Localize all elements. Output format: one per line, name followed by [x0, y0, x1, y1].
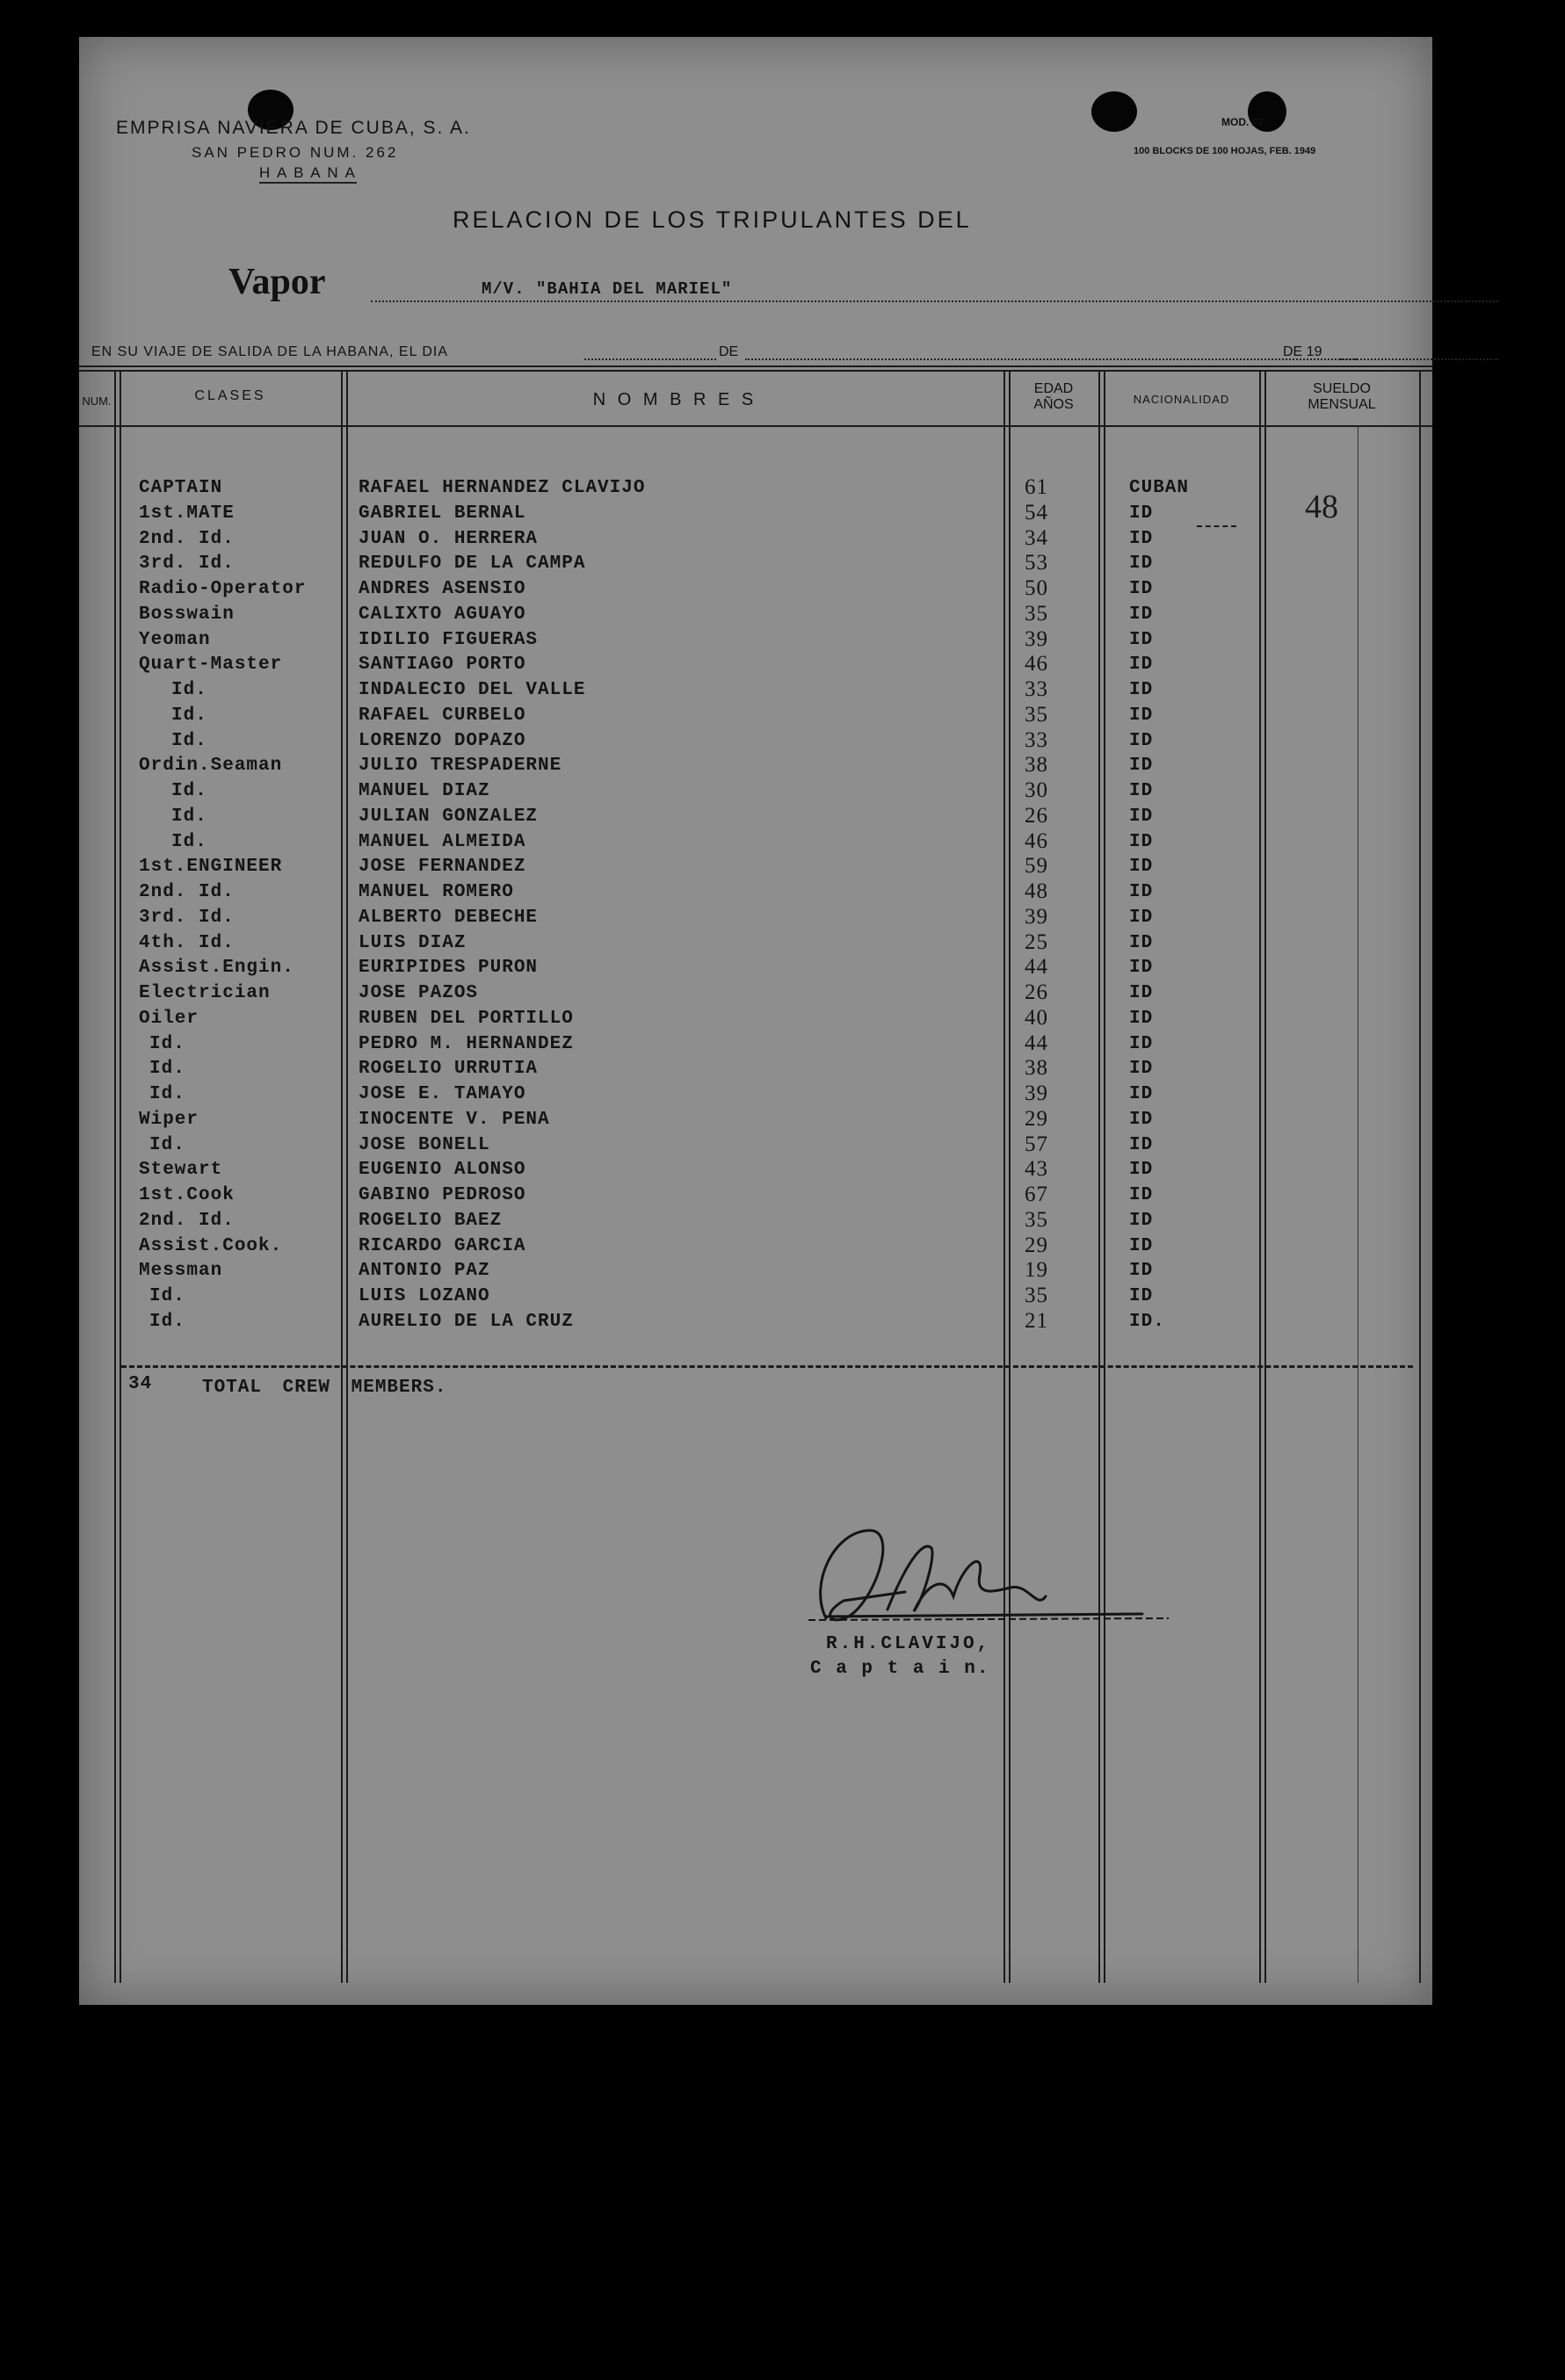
crew-age: 38 [1025, 1056, 1048, 1081]
crew-age: 57 [1025, 1132, 1048, 1156]
crew-row [79, 879, 1432, 908]
crew-name: RICARDO GARCIA [359, 1235, 526, 1256]
crew-nationality: ID [1129, 1134, 1154, 1155]
col-edad-line2: AÑOS [1033, 397, 1074, 412]
crew-row [79, 803, 1432, 832]
crew-name: MANUEL ALMEIDA [359, 831, 526, 852]
crew-nationality: ID [1129, 983, 1154, 1003]
crew-row [79, 1286, 1432, 1312]
crew-row [79, 727, 1432, 756]
crew-row [79, 601, 1432, 630]
crew-rank: Id. [149, 1311, 185, 1332]
crew-name: ALBERTO DEBECHE [359, 907, 539, 928]
crew-row [79, 626, 1432, 655]
crew-nationality: ID [1129, 1033, 1154, 1054]
col-num-header: NUM. [82, 394, 112, 408]
crew-age: 26 [1025, 980, 1048, 1004]
crew-name: GABINO PEDROSO [359, 1185, 526, 1205]
crew-name: MANUEL DIAZ [359, 781, 490, 801]
crew-nationality: ID [1129, 1235, 1154, 1256]
crew-nationality: ID [1129, 528, 1154, 549]
crew-age: 39 [1025, 626, 1048, 651]
crew-row [79, 930, 1432, 959]
crew-rank: Id. [149, 1084, 185, 1104]
crew-nationality: ID [1129, 680, 1154, 700]
total-count: 34 [128, 1374, 153, 1394]
crew-age: 29 [1025, 1233, 1048, 1257]
crew-name: JOSE FERNANDEZ [359, 857, 526, 878]
crew-row [79, 1081, 1432, 1110]
crew-age: 43 [1025, 1157, 1048, 1182]
voyage-line-3: DE 19 [1283, 344, 1322, 359]
col-sueldo-line1: SUELDO [1313, 381, 1371, 396]
crew-nationality: ID [1129, 907, 1154, 928]
crew-age: 48 [1025, 879, 1048, 903]
crew-nationality: ID [1129, 1210, 1154, 1231]
crew-rank: Oiler [139, 1008, 199, 1029]
crew-nationality: ID [1129, 1185, 1154, 1205]
col-sueldo-line2: MENSUAL [1308, 397, 1376, 412]
crew-nationality: ID [1129, 1059, 1154, 1080]
crew-rank: 1st.ENGINEER [139, 857, 283, 878]
crew-row [79, 854, 1432, 882]
crew-row [79, 525, 1432, 554]
crew-row [79, 1031, 1432, 1060]
total-label: TOTAL CREW MEMBERS. [202, 1378, 447, 1398]
crew-nationality: ID. [1129, 1311, 1165, 1332]
crew-age: 67 [1025, 1183, 1048, 1206]
crew-row [79, 778, 1432, 807]
crew-nationality: ID [1129, 781, 1154, 801]
captain-title: C a p t a i n. [810, 1659, 990, 1679]
crew-rank: Stewart [139, 1160, 223, 1181]
crew-rank: Id. [171, 831, 207, 852]
crew-rank: 3rd. Id. [139, 907, 235, 928]
crew-rank: Assist.Cook. [139, 1235, 283, 1256]
crew-rank: Id. [171, 680, 207, 700]
form-title: RELACION DE LOS TRIPULANTES DEL [453, 206, 972, 233]
crew-age: 54 [1025, 500, 1048, 524]
crew-age: 34 [1025, 525, 1048, 550]
crew-row [79, 702, 1432, 731]
crew-rank: 1st.MATE [139, 503, 235, 524]
crew-rank: 2nd. Id. [139, 528, 235, 549]
crew-row [79, 553, 1432, 579]
crew-nationality: ID [1129, 831, 1154, 852]
crew-rank: Id. [149, 1134, 185, 1155]
crew-rank: Assist.Engin. [139, 958, 294, 979]
crew-rank: Ordin.Seaman [139, 756, 283, 777]
crew-name: PEDRO M. HERNANDEZ [359, 1033, 574, 1054]
crew-nationality: ID [1129, 1084, 1154, 1104]
crew-nationality: ID [1129, 1160, 1154, 1181]
crew-row [79, 1308, 1432, 1337]
crew-nationality: ID [1129, 958, 1154, 979]
crew-nationality: ID [1129, 932, 1154, 953]
crew-rank: Radio-Operator [139, 579, 307, 599]
col-nacionalidad-header: NACIONALIDAD [1133, 393, 1230, 406]
crew-row [79, 904, 1432, 933]
crew-nationality: CUBAN [1129, 478, 1190, 498]
crew-age: 26 [1025, 803, 1048, 828]
crew-age: 33 [1025, 727, 1048, 752]
crew-age: 46 [1025, 652, 1048, 676]
crew-name: JULIO TRESPADERNE [359, 756, 562, 777]
crew-name: RUBEN DEL PORTILLO [359, 1008, 574, 1029]
crew-name: LUIS LOZANO [359, 1286, 490, 1306]
crew-name: REDULFO DE LA CAMPA [359, 553, 586, 575]
crew-name: JUAN O. HERRERA [359, 528, 539, 549]
crew-row [79, 1132, 1432, 1161]
crew-name: JOSE E. TAMAYO [359, 1084, 526, 1104]
crew-rank: Id. [171, 705, 207, 726]
crew-age: 29 [1025, 1106, 1048, 1131]
crew-row [79, 955, 1432, 983]
crew-age: 35 [1025, 702, 1048, 727]
crew-row [79, 1157, 1432, 1185]
crew-nationality: ID [1129, 629, 1154, 650]
document-page [79, 37, 1432, 2005]
crew-rank: 4th. Id. [139, 932, 235, 953]
crew-name: ANTONIO PAZ [359, 1261, 490, 1282]
crew-name: ANDRES ASENSIO [359, 579, 526, 599]
crew-nationality: ID [1129, 503, 1154, 524]
crew-rank: Id. [149, 1033, 185, 1054]
crew-rank: Yeoman [139, 629, 211, 650]
crew-age: 19 [1025, 1258, 1048, 1283]
table-end-dashes [121, 1365, 1413, 1368]
crew-rank: Bosswain [139, 604, 235, 625]
crew-rank: CAPTAIN [139, 478, 223, 498]
crew-age: 35 [1025, 1207, 1048, 1232]
crew-name: GABRIEL BERNAL [359, 503, 526, 524]
crew-row [79, 1106, 1432, 1135]
vessel-label: Vapor [228, 262, 326, 302]
crew-age: 40 [1025, 1005, 1048, 1030]
crew-row [79, 677, 1432, 705]
crew-age: 39 [1025, 1081, 1048, 1105]
crew-age: 44 [1025, 955, 1048, 980]
crew-age: 61 [1025, 475, 1048, 499]
crew-row [79, 1005, 1432, 1034]
crew-age: 25 [1025, 930, 1048, 954]
crew-table [79, 37, 1432, 1443]
crew-row [79, 576, 1432, 604]
crew-age: 44 [1025, 1031, 1048, 1055]
crew-nationality: ID [1129, 1008, 1154, 1029]
crew-age: 35 [1025, 1284, 1048, 1307]
crew-nationality: ID [1129, 806, 1154, 827]
crew-nationality: ID [1129, 705, 1154, 726]
crew-row [79, 1185, 1432, 1211]
crew-rank: Id. [171, 730, 207, 751]
crew-nationality: ID [1129, 655, 1154, 676]
col-nombres-header: N O M B R E S [592, 390, 757, 409]
crew-name: JOSE BONELL [359, 1134, 490, 1155]
crew-row [79, 475, 1432, 503]
crew-nationality: ID [1129, 1261, 1154, 1282]
crew-age: 33 [1025, 677, 1048, 701]
crew-rank: Id. [149, 1286, 185, 1306]
voyage-line-1: EN SU VIAJE DE SALIDA DE LA HABANA, EL DIA [91, 344, 448, 359]
crew-name: ROGELIO URRUTIA [359, 1059, 539, 1080]
company-name: EMPRISA NAVIERA DE CUBA, S. A. [116, 118, 471, 138]
printing-note: 100 BLOCKS DE 100 HOJAS, FEB. 1949 [1134, 146, 1316, 156]
crew-name: RAFAEL CURBELO [359, 705, 526, 726]
vessel-name: M/V. "BAHIA DEL MARIEL" [482, 279, 733, 299]
crew-rank: 2nd. Id. [139, 1210, 235, 1231]
company-address: SAN PEDRO NUM. 262 [192, 144, 399, 161]
crew-nationality: ID [1129, 553, 1154, 575]
crew-name: CALIXTO AGUAYO [359, 604, 526, 625]
captain-name: R.H.CLAVIJO, [826, 1634, 991, 1654]
crew-nationality: ID [1129, 882, 1154, 902]
crew-name: JULIAN GONZALEZ [359, 806, 539, 827]
crew-age: 39 [1025, 904, 1048, 929]
crew-name: MANUEL ROMERO [359, 882, 514, 902]
crew-name: AURELIO DE LA CRUZ [359, 1311, 574, 1332]
crew-age: 50 [1025, 576, 1048, 600]
crew-row [79, 1056, 1432, 1084]
crew-name: INDALECIO DEL VALLE [359, 680, 586, 700]
crew-row [79, 828, 1432, 857]
crew-name: IDILIO FIGUERAS [359, 629, 539, 650]
crew-name: ROGELIO BAEZ [359, 1210, 503, 1231]
crew-name: JOSE PAZOS [359, 983, 479, 1003]
crew-age: 46 [1025, 828, 1048, 853]
crew-rank: 3rd. Id. [139, 553, 235, 575]
crew-name: INOCENTE V. PENA [359, 1109, 550, 1130]
crew-rank: 2nd. Id. [139, 882, 235, 902]
col-edad-line1: EDAD [1033, 381, 1074, 396]
crew-rank: 1st.Cook [139, 1185, 235, 1205]
crew-row [79, 652, 1432, 680]
crew-name: RAFAEL HERNANDEZ CLAVIJO [359, 478, 646, 498]
crew-age: 21 [1025, 1308, 1048, 1333]
crew-name: EURIPIDES PURON [359, 958, 539, 979]
crew-rank: Quart-Master [139, 655, 283, 676]
crew-age: 38 [1025, 753, 1048, 778]
crew-age: 59 [1025, 854, 1048, 879]
crew-name: EUGENIO ALONSO [359, 1160, 526, 1181]
crew-nationality: ID [1129, 730, 1154, 751]
crew-nationality: ID [1129, 756, 1154, 777]
crew-age: 30 [1025, 778, 1048, 802]
crew-row [79, 1258, 1432, 1286]
crew-nationality: ID [1129, 857, 1154, 878]
crew-nationality: ID [1129, 1109, 1154, 1130]
crew-row [79, 1233, 1432, 1262]
crew-rank: Id. [171, 806, 207, 827]
crew-row [79, 1207, 1432, 1236]
company-city: H A B A N A [259, 164, 357, 184]
crew-rank: Messman [139, 1261, 223, 1282]
crew-rank: Id. [149, 1059, 185, 1080]
crew-age: 35 [1025, 601, 1048, 626]
crew-row [79, 753, 1432, 781]
crew-rank: Id. [171, 781, 207, 801]
col-clases-header: CLASES [194, 388, 266, 403]
form-number: MOD. 27 [1221, 116, 1264, 128]
annotation-48: 48 [1305, 488, 1338, 525]
crew-name: SANTIAGO PORTO [359, 655, 526, 676]
crew-age: 53 [1025, 551, 1048, 575]
crew-nationality: ID [1129, 1286, 1154, 1306]
crew-row [79, 980, 1432, 1009]
crew-name: LUIS DIAZ [359, 932, 467, 953]
crew-rank: Electrician [139, 983, 271, 1003]
crew-nationality: ID [1129, 604, 1154, 625]
crew-rank: Wiper [139, 1109, 199, 1130]
voyage-line-2: DE [719, 344, 739, 359]
crew-nationality: ID [1129, 579, 1154, 599]
crew-name: LORENZO DOPAZO [359, 730, 526, 751]
